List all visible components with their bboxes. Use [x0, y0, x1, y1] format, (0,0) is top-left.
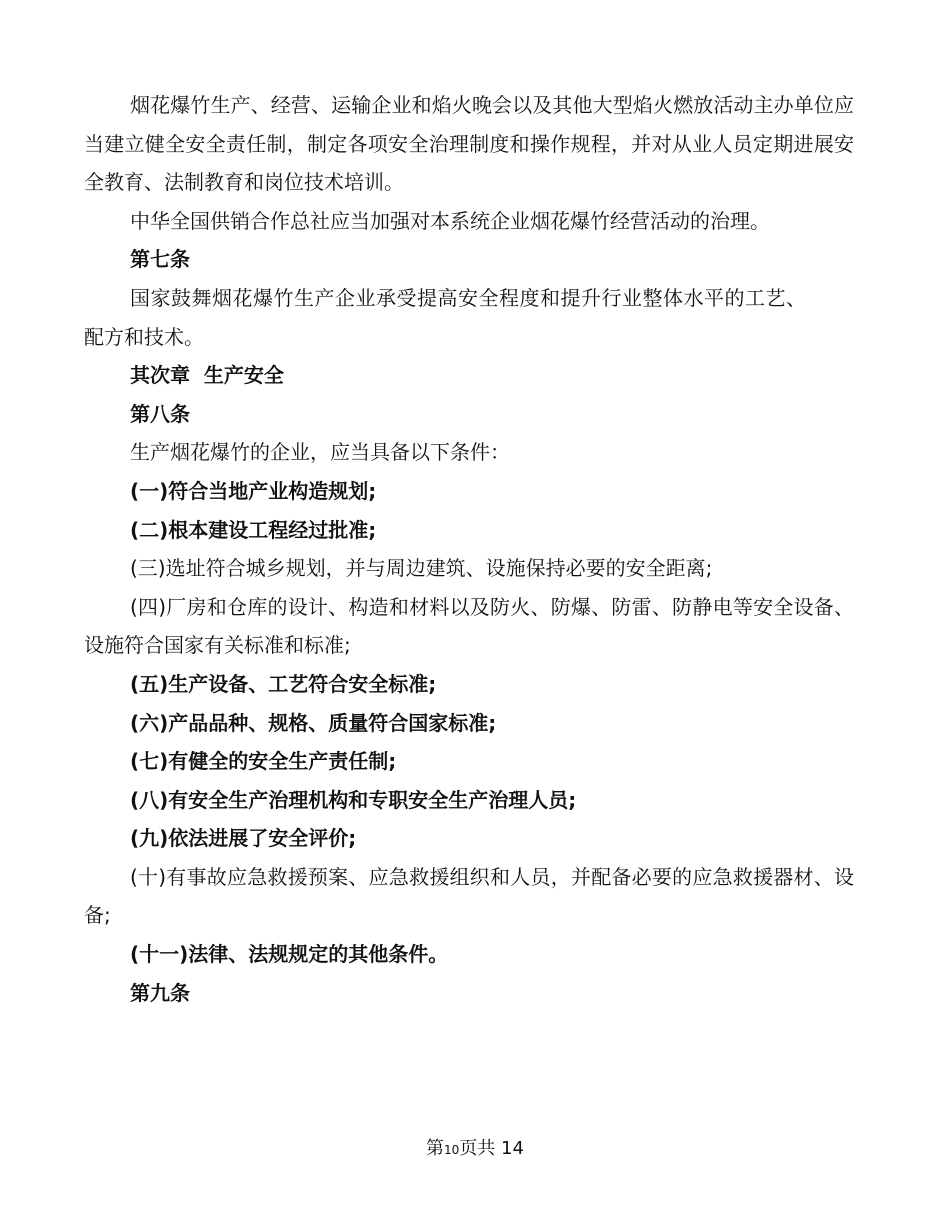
- list-item: (十)有事故应急救援预案、应急救援组织和人员，并配备必要的应急救援器材、设备;: [84, 864, 854, 928]
- chapter-heading: 其次章 生产安全: [130, 363, 284, 388]
- footer-total-pages: 14: [501, 1138, 524, 1159]
- list-item: (四)厂房和仓库的设计、构造和材料以及防火、防爆、防雷、防静电等安全设备、设施符合国家有关标准和标准;: [84, 594, 854, 658]
- list-item: (八)有安全生产治理机构和专职安全生产治理人员;: [130, 787, 577, 812]
- page-footer: [0, 1134, 950, 1160]
- list-item: (十一)法律、法规规定的其他条件。: [130, 942, 449, 967]
- footer-middle: 页共: [459, 1138, 496, 1159]
- document-body: [84, 86, 854, 1012]
- article-heading: 第七条: [130, 247, 190, 272]
- list-item: (一)符合当地产业构造规划;: [130, 478, 377, 503]
- article-heading: 第八条: [130, 401, 190, 426]
- list-item: (二)根本建设工程经过批准;: [130, 517, 377, 542]
- list-item: (九)依法进展了安全评价;: [130, 826, 357, 851]
- article-heading: 第九条: [130, 980, 190, 1005]
- footer-prefix: 第: [426, 1138, 445, 1159]
- list-item: (三)选址符合城乡规划，并与周边建筑、设施保持必要的安全距离;: [130, 556, 713, 581]
- footer-page-number: 10: [444, 1143, 460, 1157]
- paragraph: 生产烟花爆竹的企业，应当具备以下条件：: [130, 440, 510, 465]
- list-item: (五)生产设备、工艺符合安全标准;: [130, 671, 437, 696]
- paragraph: 国家鼓舞烟花爆竹生产企业承受提高安全程度和提升行业整体水平的工艺、配方和技术。: [84, 285, 806, 349]
- paragraph: 烟花爆竹生产、经营、运输企业和焰火晚会以及其他大型焰火燃放活动主办单位应当建立健全安全责任制，制定各项安全治理制度和操作规程，并对从业人员定期进展安全教育、法制教育和岗位技术培训。: [84, 93, 854, 195]
- paragraph: 中华全国供销合作总社应当加强对本系统企业烟花爆竹经营活动的治理。: [130, 208, 770, 233]
- list-item: (七)有健全的安全生产责任制;: [130, 749, 397, 774]
- list-item: (六)产品品种、规格、质量符合国家标准;: [130, 710, 497, 735]
